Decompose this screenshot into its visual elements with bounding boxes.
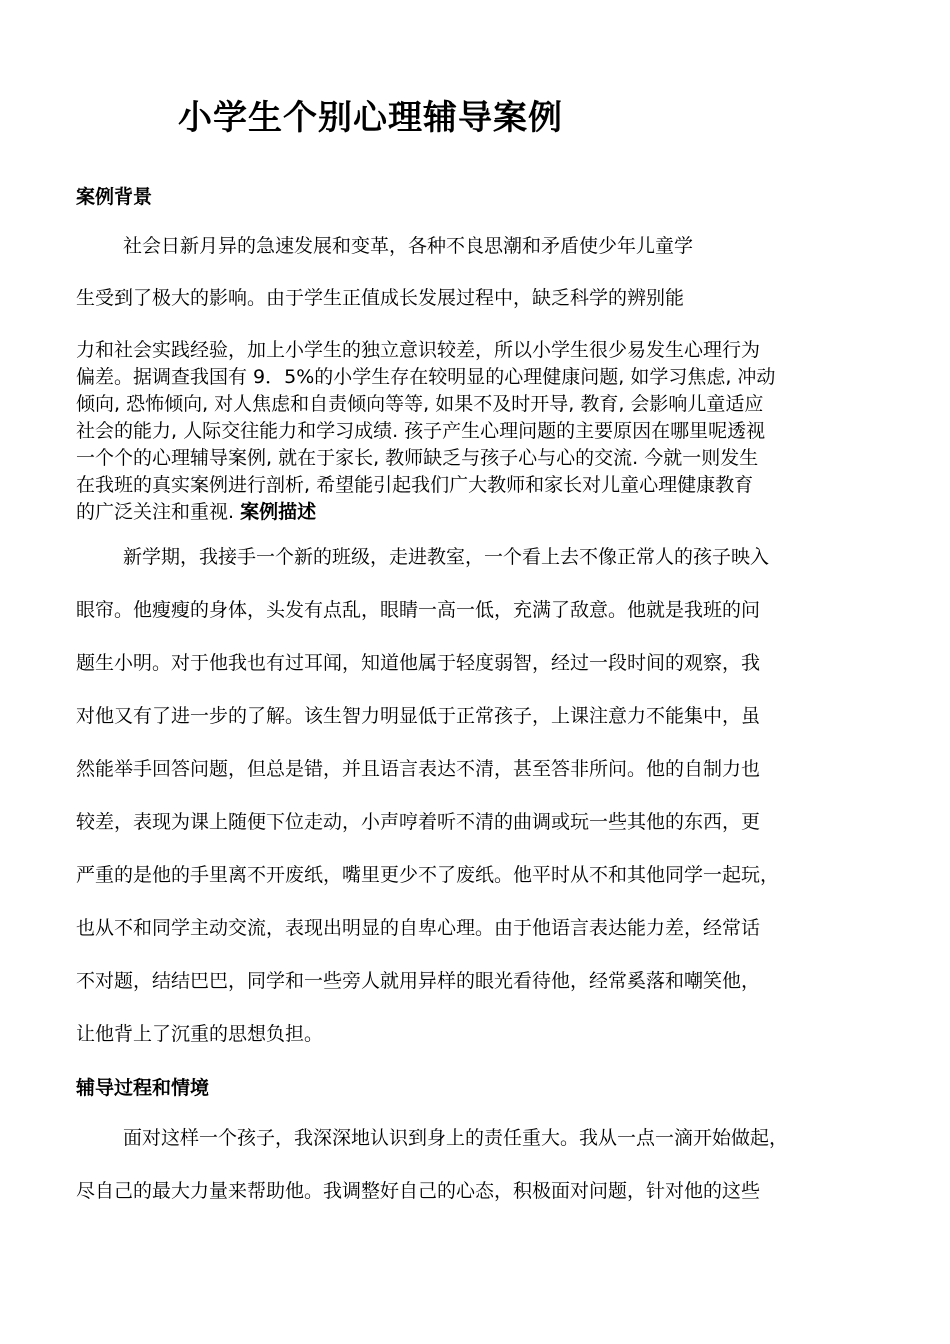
paragraph-line: 不对题，结结巴巴，同学和一些旁人就用异样的眼光看待他，经常奚落和嘲笑他， (76, 970, 761, 992)
paragraph-line: 然能举手回答问题，但总是错，并且语言表达不清，甚至答非所问。他的自制力也 (76, 758, 761, 780)
paragraph-line: 也从不和同学主动交流，表现出明显的自卑心理。由于他语言表达能力差，经常话 (76, 917, 761, 939)
section-heading-description: 案例描述 (240, 501, 317, 523)
section-heading-counseling-process: 辅导过程和情境 (76, 1077, 210, 1099)
paragraph-line: 倾向, 恐怖倾向, 对人焦虑和自责倾向等等, 如果不及时开导, 教育, 会影响儿童适应 (76, 393, 764, 415)
paragraph-line: 严重的是他的手里离不开废纸，嘴里更少不了废纸。他平时从不和其他同学一起玩， (76, 864, 780, 886)
paragraph-line: 在我班的真实案例进行剖析, 希望能引起我们广大教师和家长对儿童心理健康教育 (76, 474, 754, 496)
paragraph-line: 新学期，我接手一个新的班级，走进教室，一个看上去不像正常人的孩子映入 (123, 546, 770, 568)
paragraph-line: 面对这样一个孩子，我深深地认识到身上的责任重大。我从一点一滴开始做起， (123, 1127, 789, 1149)
paragraph-line: 尽自己的最大力量来帮助他。我调整好自己的心态，积极面对问题，针对他的这些 (76, 1180, 761, 1202)
page-title: 小学生个别心理辅导案例 (178, 98, 563, 138)
paragraph-line: 力和社会实践经验，加上小学生的独立意识较差，所以小学生很少易发生心理行为 (76, 339, 761, 361)
paragraph-line: 眼帘。他瘦瘦的身体，头发有点乱，眼睛一高一低，充满了敌意。他就是我班的问 (76, 599, 761, 621)
paragraph-line: 社会的能力, 人际交往能力和学习成绩. 孩子产生心理问题的主要原因在哪里呢透视 (76, 420, 766, 442)
paragraph-line: 一个个的心理辅导案例, 就在于家长, 教师缺乏与孩子心与心的交流. 今就一则发生 (76, 447, 759, 469)
paragraph-line: 题生小明。对于他我也有过耳闻，知道他属于轻度弱智，经过一段时间的观察，我 (76, 652, 761, 674)
paragraph-line (76, 500, 316, 524)
paragraph-line: 偏差。据调查我国有 9．5%的小学生存在较明显的心理健康问题, 如学习焦虑, 冲动 (76, 366, 776, 388)
paragraph-line: 生受到了极大的影响。由于学生正值成长发展过程中，缺乏科学的辨别能 (76, 287, 685, 309)
paragraph-line: 让他背上了沉重的思想负担。 (76, 1023, 324, 1045)
paragraph-line: 对他又有了进一步的了解。该生智力明显低于正常孩子，上课注意力不能集中，虽 (76, 705, 761, 727)
paragraph-line-text: 的广泛关注和重视. (76, 501, 241, 523)
section-heading-background: 案例背景 (76, 186, 153, 208)
paragraph-line: 社会日新月异的急速发展和变革，各种不良思潮和矛盾使少年儿童学 (123, 235, 694, 257)
paragraph-line: 较差，表现为课上随便下位走动，小声哼着听不清的曲调或玩一些其他的东西，更 (76, 811, 761, 833)
